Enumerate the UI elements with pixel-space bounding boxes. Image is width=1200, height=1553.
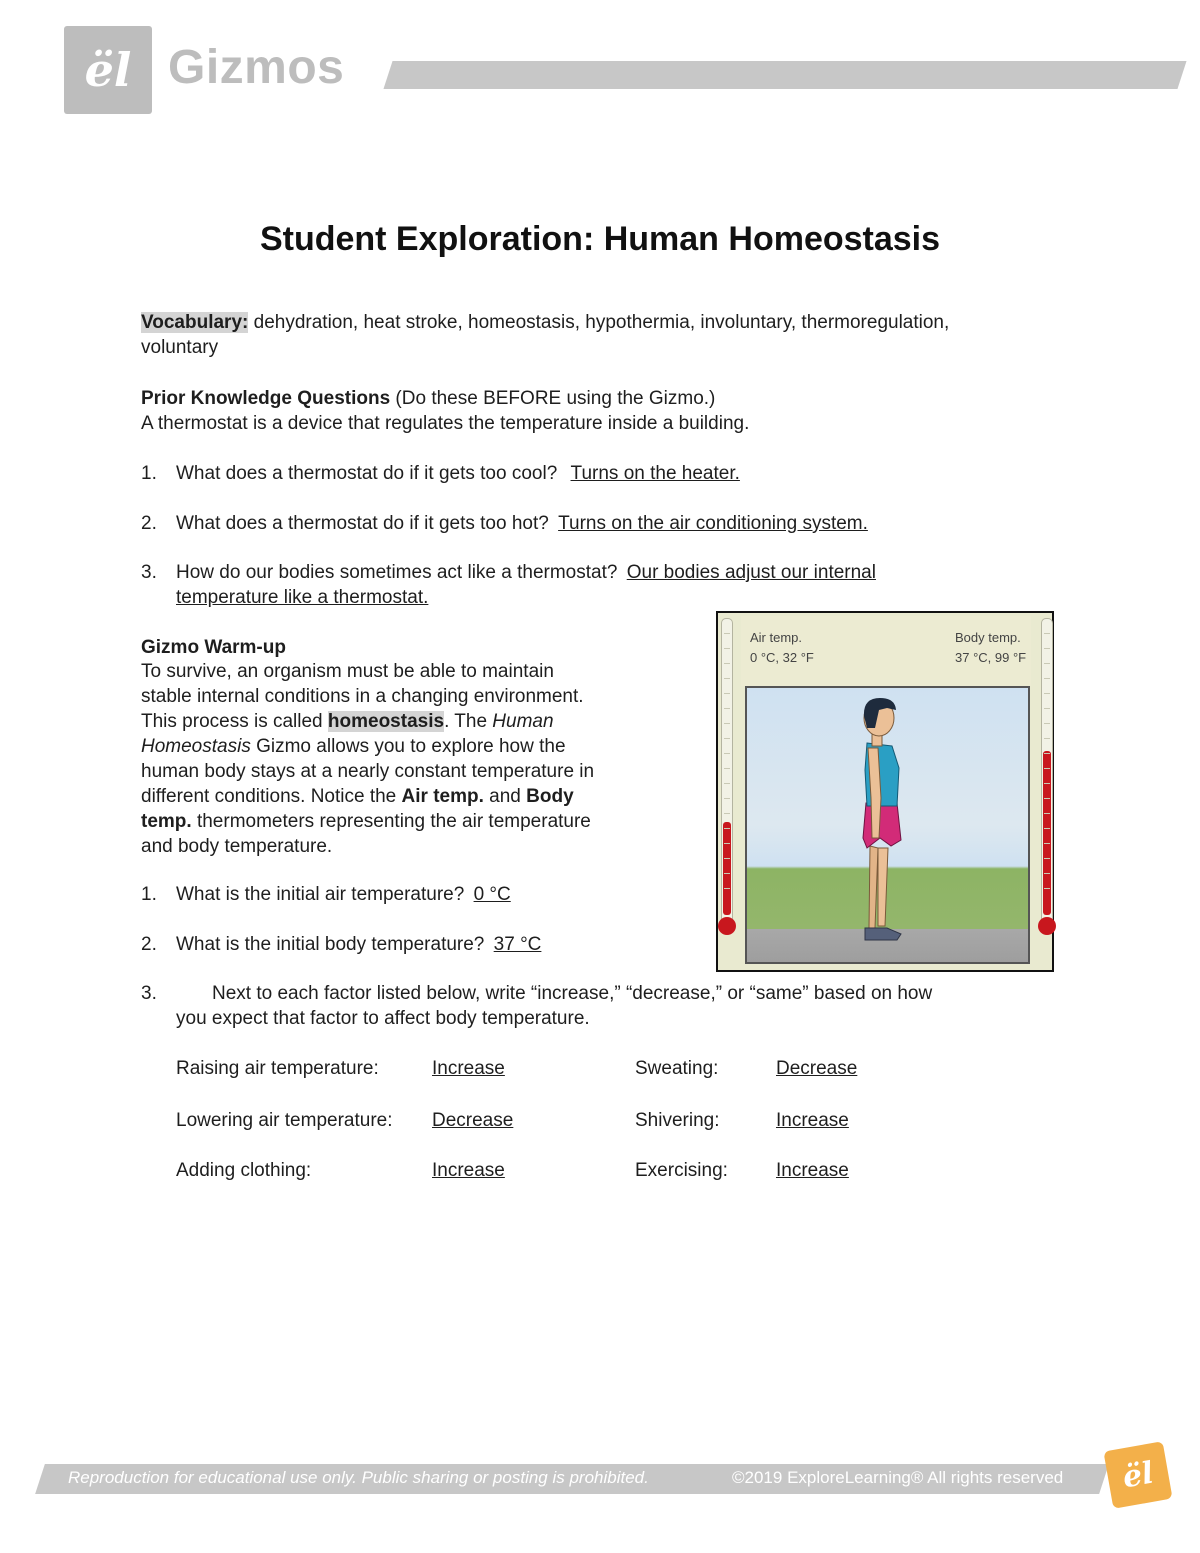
air-temp-value: 0 °C, 32 °F	[750, 650, 814, 665]
factor-label: Shivering:	[635, 1110, 720, 1131]
air-thermometer-bulb	[718, 917, 736, 935]
air-thermometer	[721, 618, 733, 930]
thermometer-tick	[724, 813, 730, 814]
warmup-line: To survive, an organism must be able to maintain	[141, 661, 554, 682]
answer-text: 37 °C	[493, 934, 542, 955]
warmup-line	[141, 809, 681, 834]
air-thermometer-fill	[723, 822, 731, 915]
thermometer-tick	[724, 798, 730, 799]
prior-heading-text: Prior Knowledge Questions	[141, 388, 391, 409]
body-thermometer-fill	[1043, 751, 1051, 915]
prior-intro: A thermostat is a device that regulates the temperature inside a building.	[141, 413, 750, 434]
body-temp-label: Body temp.	[955, 630, 1021, 645]
thermometer-tick	[1044, 798, 1050, 799]
warmup-paragraph	[141, 659, 681, 859]
question-number: 3.	[141, 562, 157, 583]
vocabulary-terms-cont: voluntary	[141, 337, 219, 358]
thermometer-tick	[724, 873, 730, 874]
question-number: 2.	[141, 934, 157, 955]
thermometer-tick	[1044, 843, 1050, 844]
thermometer-tick	[1044, 858, 1050, 859]
thermometer-tick	[724, 633, 730, 634]
prior-question-3	[141, 560, 876, 585]
thermometer-tick	[724, 768, 730, 769]
thermometer-tick	[724, 663, 730, 664]
air-temp-readout	[750, 628, 814, 668]
prior-question-2	[141, 511, 868, 536]
thermometer-tick	[1044, 693, 1050, 694]
text: . The	[444, 711, 493, 732]
page-title: Student Exploration: Human Homeostasis	[259, 220, 941, 258]
factor-label: Sweating:	[635, 1058, 719, 1079]
term-air-temp: Air temp.	[401, 786, 484, 807]
thermometer-tick	[1044, 813, 1050, 814]
thermometer-tick	[724, 843, 730, 844]
factor-answer: Decrease	[432, 1110, 514, 1131]
factor-answer: Increase	[432, 1058, 505, 1079]
thermometer-tick	[1044, 738, 1050, 739]
thermometer-tick	[724, 723, 730, 724]
thermometer-tick	[1044, 723, 1050, 724]
thermometer-tick	[724, 753, 730, 754]
warmup-line	[141, 784, 681, 809]
gizmo-name: Homeostasis	[141, 736, 251, 757]
factor-label: Raising air temperature:	[176, 1058, 379, 1079]
thermometer-tick	[724, 648, 730, 649]
thermometer-tick	[1044, 633, 1050, 634]
term-body-temp: Body	[526, 786, 574, 807]
text: This process is called	[141, 711, 328, 732]
answer-text: Turns on the air conditioning system.	[558, 513, 868, 534]
factor-label: Lowering air temperature:	[176, 1110, 393, 1131]
question-number: 3.	[141, 983, 157, 1004]
header-bar	[383, 61, 1186, 89]
thermometer-tick	[724, 708, 730, 709]
text: thermometers representing the air temperature	[191, 811, 591, 832]
question-number: 1.	[141, 463, 157, 484]
prior-heading-note: (Do these BEFORE using the Gizmo.)	[390, 388, 716, 409]
warmup-line: stable internal conditions in a changing environment.	[141, 686, 584, 707]
question-number: 2.	[141, 513, 157, 534]
warmup-question-1	[141, 882, 511, 907]
thermometer-tick	[724, 888, 730, 889]
thermometer-tick	[1044, 768, 1050, 769]
factor-answer: Increase	[776, 1160, 849, 1181]
warmup-question-3	[141, 981, 932, 1006]
question-text: What is the initial body temperature?	[176, 934, 485, 955]
person-figure	[747, 688, 1028, 962]
vocabulary-label: Vocabulary:	[141, 312, 249, 333]
warmup-line: human body stays at a nearly constant temperature in	[141, 761, 595, 782]
question-text: Next to each factor listed below, write “increase,” “decrease,” or “same” based on how	[212, 983, 933, 1004]
factor-answer: Decrease	[776, 1058, 858, 1079]
factor-label: Adding clothing:	[176, 1160, 312, 1181]
vocabulary-line	[141, 310, 949, 335]
air-temp-label: Air temp.	[750, 630, 803, 645]
thermometer-tick	[1044, 828, 1050, 829]
footer-copyright: ©2019 ExploreLearning® All rights reserved	[732, 1468, 1064, 1487]
question-text: What does a thermostat do if it gets too cool?	[176, 463, 558, 484]
body-thermometer	[1041, 618, 1053, 930]
body-thermometer-bulb	[1038, 917, 1056, 935]
brand-name: Gizmos	[168, 41, 345, 94]
thermometer-tick	[1044, 678, 1050, 679]
warmup-question-2	[141, 932, 541, 957]
answer-text-cont: temperature like a thermostat.	[176, 587, 429, 608]
thermometer-tick	[1044, 888, 1050, 889]
thermometer-tick	[724, 783, 730, 784]
warmup-line	[141, 709, 681, 734]
footer-logo	[1103, 1441, 1172, 1509]
text: Gizmo allows you to explore how the	[250, 736, 566, 757]
warmup-line: and body temperature.	[141, 836, 333, 857]
question-number: 1.	[141, 884, 157, 905]
footer-logo-glyph: ël	[1119, 1455, 1157, 1495]
warmup-line	[141, 734, 681, 759]
text: and	[483, 786, 527, 807]
thermometer-tick	[1044, 753, 1050, 754]
text: different conditions. Notice the	[141, 786, 402, 807]
term-homeostasis: homeostasis	[327, 711, 445, 732]
prior-question-1	[141, 461, 740, 486]
explorelearning-logo	[64, 26, 152, 114]
question-text: How do our bodies sometimes act like a thermostat?	[176, 562, 618, 583]
thermometer-tick	[724, 678, 730, 679]
body-temp-value: 37 °C, 99 °F	[955, 650, 1027, 665]
thermometer-tick	[1044, 648, 1050, 649]
footer-disclaimer: Reproduction for educational use only. Public sharing or posting is prohibited.	[68, 1468, 649, 1487]
term-body-temp: temp.	[141, 811, 192, 832]
factor-answer: Increase	[432, 1160, 505, 1181]
thermometer-tick	[724, 858, 730, 859]
logo-glyph: ël	[84, 43, 132, 97]
question-text: What is the initial air temperature?	[176, 884, 465, 905]
thermometer-tick	[724, 693, 730, 694]
thermometer-tick	[1044, 783, 1050, 784]
vocabulary-terms: dehydration, heat stroke, homeostasis, hypothermia, involuntary, thermoregulation,	[248, 312, 950, 333]
answer-text: Turns on the heater.	[570, 463, 740, 484]
question-text: What does a thermostat do if it gets too hot?	[176, 513, 549, 534]
thermometer-tick	[1044, 708, 1050, 709]
thermometer-tick	[724, 828, 730, 829]
prior-knowledge-heading	[141, 386, 715, 411]
factor-label: Exercising:	[635, 1160, 728, 1181]
body-temp-readout	[955, 628, 1026, 668]
warmup-heading: Gizmo Warm-up	[141, 637, 286, 658]
gizmo-name: Human	[492, 711, 554, 732]
thermometer-tick	[1044, 873, 1050, 874]
thermometer-tick	[1044, 663, 1050, 664]
thermometer-tick	[724, 738, 730, 739]
factor-answer: Increase	[776, 1110, 849, 1131]
question-text-cont: you expect that factor to affect body temperature.	[176, 1008, 590, 1029]
gizmo-scene	[745, 686, 1030, 964]
answer-text: Our bodies adjust our internal	[626, 562, 876, 583]
answer-text: 0 °C	[473, 884, 511, 905]
